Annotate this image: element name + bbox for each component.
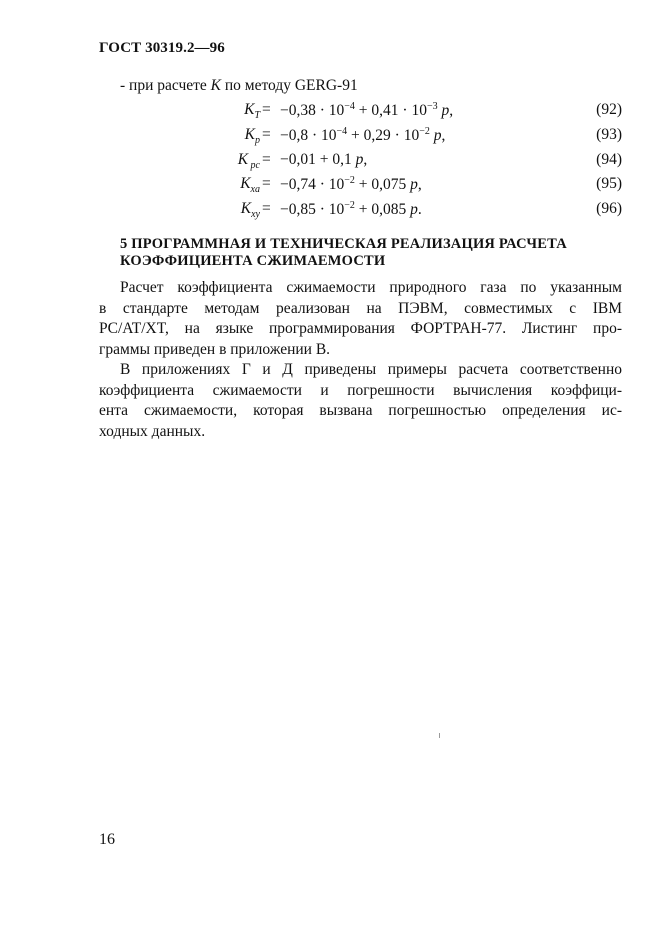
paragraph-appendices [99,360,622,442]
equation-number: (92) [596,101,622,118]
equation-number: (95) [596,175,622,192]
formula-lhs: $K_T$ [244,101,260,121]
standard-code: ГОСТ 30319.2—96 [99,40,225,56]
formula-95 [0,175,661,197]
formula-equals: = [262,175,271,192]
formula-equals: = [262,126,271,143]
equation-number: (96) [596,200,622,217]
scan-mark [439,733,440,738]
formula-96 [0,200,661,222]
intro-line [120,77,358,95]
section-heading-line: 5 ПРОГРАММНАЯ И ТЕХНИЧЕСКАЯ РЕАЛИЗАЦИЯ РАСЧЕТА [120,236,567,252]
intro-suffix: по методу GERG-91 [221,77,358,94]
formula-93 [0,126,661,148]
text-line: ходных данных. [99,422,206,440]
text-line: ента сжимаемости, которая вызвана погрешностью определения ис- [99,402,622,419]
formula-rhs: $-0,8 \cdot 10^{-4} + 0,29 \cdot 10^{-2}$ p, [280,126,446,144]
text-line: коэффициента сжимаемости и погрешности вычисления коэффици- [99,381,622,399]
text-line: В приложениях Г и Д приведены примеры расчета соответственно [120,361,622,378]
formula-92 [0,101,661,123]
formula-rhs: $-0,85 \cdot 10^{-2} + 0,085$ p. [280,200,422,218]
section-heading [120,236,620,270]
paragraph-implementation [99,278,622,360]
text-line: PC/AT/XT, на языке программирования ФОРТРАН-77. Листинг про- [99,320,622,337]
formula-equals: = [262,151,271,168]
text-line: граммы приведен в приложении В. [99,340,331,358]
formula-lhs: $K_{xy}$ [240,200,260,220]
formula-rhs: $-0,74 \cdot 10^{-2} + 0,075$ p, [280,175,422,193]
formula-94 [0,151,661,173]
formula-lhs: $K_{xa}$ [240,175,260,195]
intro-variable: K [210,77,221,94]
intro-prefix: - при расчете [120,77,211,94]
formula-lhs: K $_{pc}$ [237,151,260,171]
equation-number: (93) [596,126,622,143]
formula-rhs: $-0,38 \cdot 10^{-4} + 0,41 \cdot 10^{-3}$ p, [280,101,454,119]
page-number: 16 [99,831,115,848]
formula-lhs: $K_p$ [244,126,260,146]
section-heading-line: КОЭФФИЦИЕНТА СЖИМАЕМОСТИ [120,253,386,269]
formula-equals: = [262,200,271,217]
text-line: в стандарте методам реализован на ПЭВМ, совместимых с IBM [99,299,622,317]
equation-number: (94) [596,151,622,168]
text-line: Расчет коэффициента сжимаемости природного газа по указанным [120,279,622,296]
formula-equals: = [262,101,271,118]
formula-rhs: −0,01 + 0,1 p, [280,151,368,168]
